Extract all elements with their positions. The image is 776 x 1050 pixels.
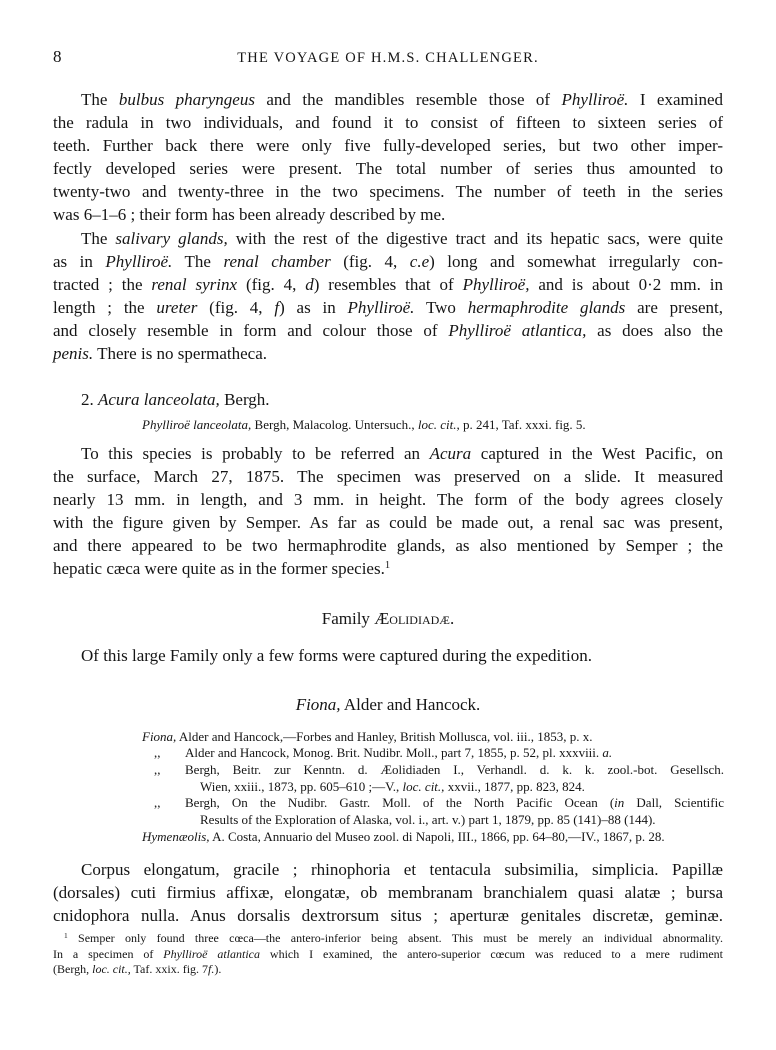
text-run: and there appeared to be two hermaphrodite glands, as also mentioned by Semper ; the <box>53 535 723 555</box>
text-line <box>53 134 723 157</box>
italic-text: loc. cit., <box>92 961 131 976</box>
text-run: (fig. 4, <box>197 297 275 317</box>
text-run: Corpus elongatum, gracile ; rhinophoria et tentacula subsimilia, simplicia. Papillæ <box>81 859 723 879</box>
italic-text: Acura lanceolata, <box>98 389 220 409</box>
italic-text: f <box>274 297 280 317</box>
text-run: In a specimen of <box>53 946 164 961</box>
text-run: length ; the <box>53 297 157 317</box>
text-line <box>53 511 723 534</box>
text-run: cnidophora nulla. Anus dorsalis dextrorsum situs ; aperturæ genitales discretæ, geminæ. <box>53 905 723 925</box>
text-line <box>81 388 270 411</box>
footnote-marker: 1 <box>384 559 391 571</box>
text-run: p. 241, Taf. xxxi. fig. 5. <box>459 417 586 432</box>
text-run: Wien, xxiii., 1873, pp. 605–610 ;—V., <box>200 778 403 794</box>
small-caps-text: Æolidiadæ. <box>374 608 455 628</box>
text-run: with the rest of the digestive tract and its hepatic sacs, were quite <box>227 228 723 248</box>
text-line <box>200 812 656 829</box>
text-run: Bergh, Beitr. zur Kenntn. d. Æolidiaden I., Verhandl. d. k. k. zool.-bot. Gesellsch. <box>185 762 724 778</box>
text-line <box>53 342 267 365</box>
text-run: (fig. 4, <box>330 251 410 271</box>
text-line <box>53 319 723 342</box>
italic-text: in <box>614 795 625 811</box>
italic-text: Hymenæolis, <box>142 828 210 844</box>
text-line <box>81 227 723 250</box>
text-run: Two <box>414 297 468 317</box>
text-line <box>81 88 723 111</box>
text-run: The <box>81 89 119 109</box>
text-run: ) resembles that of <box>313 274 463 294</box>
text-line <box>53 465 723 488</box>
ditto-mark: ,, <box>154 795 161 811</box>
text-run: (dorsales) cuti firmius affixæ, elongatæ, ob membranam branchialem quasi alatæ ; bursa <box>53 882 723 902</box>
text-line <box>53 111 723 134</box>
italic-text: hermaphrodite glands <box>467 297 626 317</box>
italic-text: d <box>305 274 314 294</box>
text-run: Bergh. <box>219 389 270 409</box>
text-run: are present, <box>625 297 724 317</box>
italic-text: Fiona, <box>142 728 177 744</box>
italic-text: Phylliroë atlantica <box>163 946 261 961</box>
text-run: the radula in two individuals, and found it to consist of fifteen to sixteen series of <box>53 112 723 132</box>
text-line <box>200 779 585 796</box>
text-line <box>53 203 445 226</box>
text-line <box>142 729 593 746</box>
text-run: with the figure given by Semper. As far as could be made out, a renal sac was present, <box>53 512 723 532</box>
italic-text: Phylliroë. <box>347 297 415 317</box>
text-run: Bergh, Malacolog. Untersuch., <box>251 417 418 432</box>
italic-text: loc. cit., <box>402 778 445 794</box>
text-line <box>142 829 665 846</box>
italic-text: renal syrinx <box>151 274 238 294</box>
italic-text: Phylliroë, <box>462 274 530 294</box>
italic-text: Phylliroë atlantica, <box>448 320 587 340</box>
text-line <box>53 250 723 273</box>
text-line <box>53 962 221 977</box>
text-run: ) as in <box>279 297 348 317</box>
italic-text: Phylliroë. <box>561 89 629 109</box>
italic-text: Phylliroë lanceolata, <box>142 417 252 432</box>
text-run: Alder and Hancock. <box>340 694 481 714</box>
text-line <box>53 534 723 557</box>
italic-text: Phylliroë. <box>105 251 173 271</box>
text-run: twenty-two and twenty-three in the two specimens. The number of teeth in the series <box>53 181 723 201</box>
text-run: hepatic cæca were quite as in the former species. <box>53 558 385 578</box>
text-line <box>53 296 723 319</box>
text-run: Taf. xxix. fig. 7 <box>130 961 209 976</box>
text-run: Alder and Hancock,—Forbes and Hanley, British Mollusca, vol. iii., 1853, p. x. <box>176 728 593 744</box>
text-line <box>53 157 723 180</box>
text-line <box>53 273 723 296</box>
text-run: which I examined, the antero-superior cœcum was reduced to a mere rudiment <box>260 946 723 961</box>
text-run: Results of the Exploration of Alaska, vol. i., art. v.) part 1, 1879, pp. 85 (141)–88 (144). <box>200 812 656 828</box>
text-line <box>64 931 723 946</box>
text-run: teeth. Further back there were only five fully-developed series, but two other imper- <box>53 135 723 155</box>
text-run: (Bergh, <box>53 961 93 976</box>
text-run: nearly 13 mm. in length, and 3 mm. in height. The form of the body agrees closely <box>53 489 723 509</box>
text-line <box>53 607 723 630</box>
text-run: tracted ; the <box>53 274 152 294</box>
text-run: Alder and Hancock, Monog. Brit. Nudibr. Moll., part 7, 1855, p. 52, pl. xxxviii. <box>185 745 603 761</box>
text-line <box>142 416 586 434</box>
text-run: fectly developed series were present. The total number of series thus amounted to <box>53 158 723 178</box>
ditto-mark: ,, <box>154 745 161 761</box>
text-line <box>154 795 724 812</box>
text-run: ). <box>214 961 222 976</box>
text-line <box>53 904 723 927</box>
text-run: I examined <box>628 89 723 109</box>
italic-text: renal chamber <box>223 251 331 271</box>
italic-text: c.e <box>409 251 430 271</box>
text-line <box>81 858 723 881</box>
text-run: (fig. 4, <box>237 274 306 294</box>
page-number: 8 <box>53 47 62 66</box>
text-run: ) long and somewhat irregularly con- <box>429 251 723 271</box>
text-run: captured in the West Pacific, on <box>471 443 723 463</box>
text-run: The <box>81 228 116 248</box>
italic-text: f. <box>208 961 215 976</box>
italic-text: bulbus pharyngeus <box>118 89 255 109</box>
text-line <box>53 557 390 580</box>
text-run: The <box>172 251 224 271</box>
text-line <box>53 693 723 716</box>
text-run: was 6–1–6 ; their form has been already described by me. <box>53 204 446 224</box>
running-title: THE VOYAGE OF H.M.S. CHALLENGER. <box>237 50 539 66</box>
italic-text: loc. cit., <box>417 417 460 432</box>
text-run: To this species is probably to be referred an <box>81 443 430 463</box>
italic-text: Acura <box>429 443 472 463</box>
text-run: as does also the <box>586 320 723 340</box>
text-run: Bergh, On the Nudibr. Gastr. Moll. of the North Pacific Ocean ( <box>185 795 615 811</box>
text-line <box>154 762 724 779</box>
text-line <box>81 644 592 667</box>
text-run: and closely resemble in form and colour those of <box>53 320 449 340</box>
italic-text: ureter <box>156 297 198 317</box>
text-run: as in <box>53 251 106 271</box>
text-line <box>53 180 723 203</box>
ditto-mark: ,, <box>154 762 161 778</box>
text-run: Semper only found three cœca—the antero-inferior being absent. This must be merely an individual abnormality. <box>67 931 723 946</box>
text-run: A. Costa, Annuario del Museo zool. di Napoli, III., 1866, pp. 64–80,—IV., 1867, p. 28. <box>209 828 665 844</box>
text-line <box>53 881 723 904</box>
text-run: Of this large Family only a few forms were captured during the expedition. <box>81 645 592 665</box>
italic-text: Fiona, <box>295 694 341 714</box>
text-line <box>81 442 723 465</box>
italic-text: a. <box>602 745 613 761</box>
italic-text: penis. <box>53 343 94 363</box>
text-line <box>154 745 612 762</box>
text-run: xxvii., 1877, pp. 823, 824. <box>444 778 585 794</box>
text-line <box>53 947 723 962</box>
text-run: and the mandibles resemble those of <box>254 89 562 109</box>
text-run: the surface, March 27, 1875. The specimen was preserved on a slide. It measured <box>53 466 723 486</box>
italic-text: salivary glands, <box>115 228 228 248</box>
text-run: 2. <box>81 389 98 409</box>
text-run: There is no spermatheca. <box>93 343 268 363</box>
text-run: Family <box>321 608 375 628</box>
footnote-marker: 1 <box>64 931 68 941</box>
text-run: Dall, Scientific <box>624 795 724 811</box>
text-line <box>53 488 723 511</box>
text-run: and is about 0·2 mm. in <box>529 274 723 294</box>
